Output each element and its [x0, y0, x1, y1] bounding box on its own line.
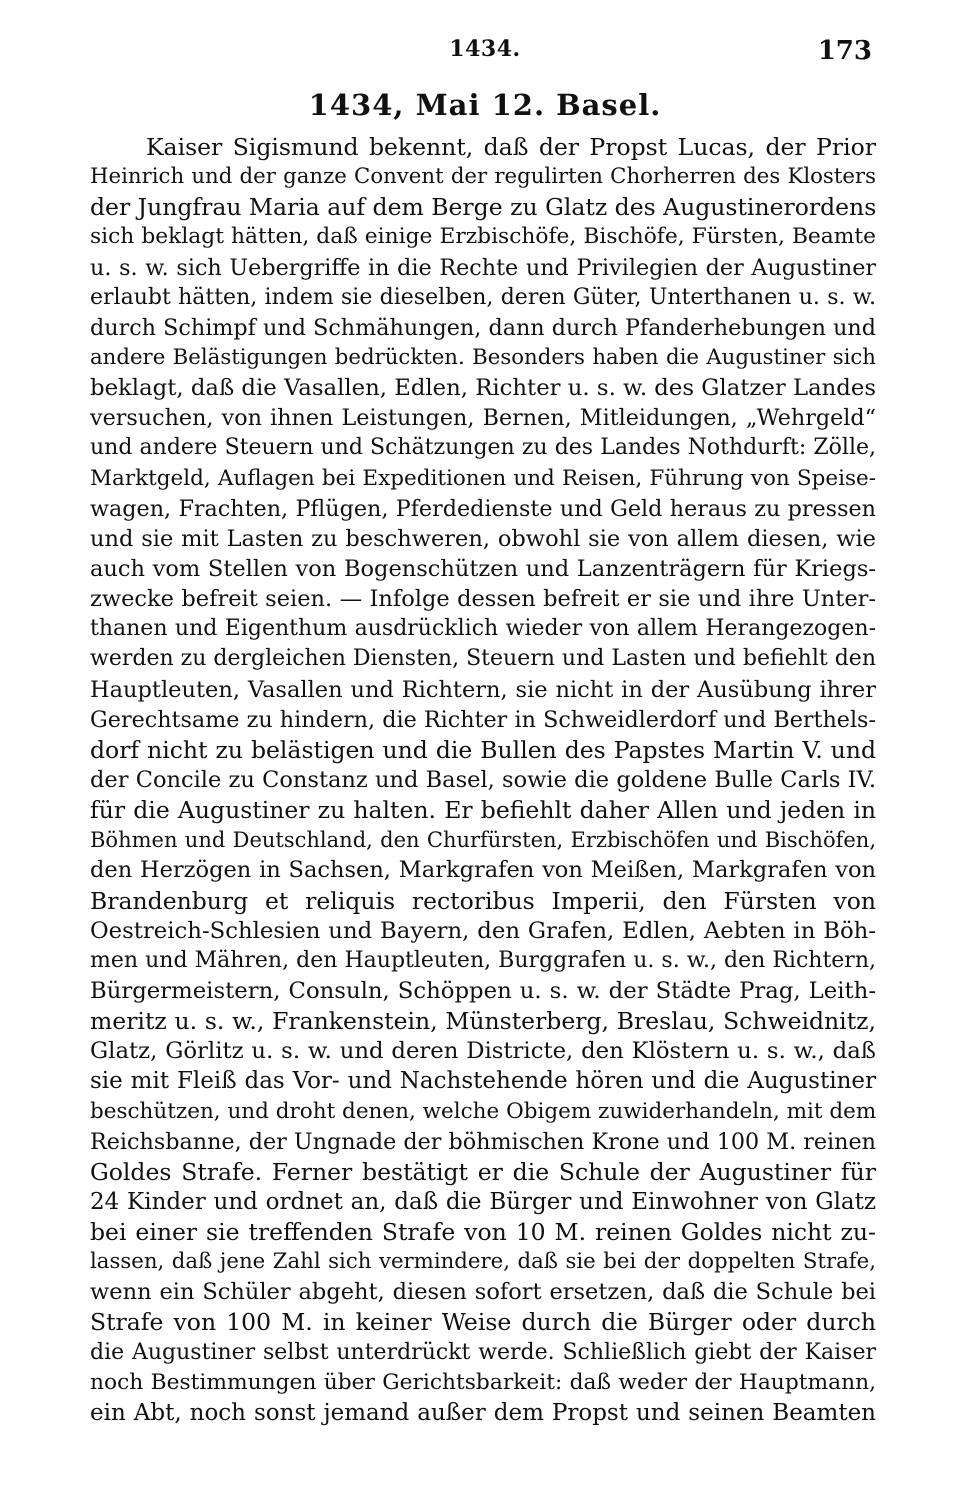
- text-line: 24 Kinder und ordnet an, daß die Bürger und Einwohner von Glatz: [90, 1188, 876, 1215]
- page-header: [90, 36, 880, 70]
- text-line: der Concile zu Constanz und Basel, sowie die goldene Bulle Carls IV.: [90, 766, 876, 793]
- text-line: Kaiser Sigismund bekennt, daß der Propst Lucas, der Prior: [146, 133, 876, 161]
- text-line: die Augustiner selbst unterdrückt werde. Schließlich giebt der Kaiser: [90, 1339, 876, 1365]
- text-line: zwecke befreit seien. — Infolge dessen befreit er sie und ihre Unter-: [90, 586, 876, 613]
- text-line: beschützen, und droht denen, welche Obigem zuwiderhandeln, mit dem: [90, 1098, 876, 1124]
- text-line: Heinrich und der ganze Convent der regulirten Chorherren des Klosters: [90, 164, 876, 190]
- text-line: erlaubt hätten, indem sie dieselben, deren Güter, Unterthanen u. s. w.: [90, 284, 876, 310]
- document-heading: 1434, Mai 12. Basel.: [308, 88, 662, 122]
- text-line: durch Schimpf und Schmähungen, dann durch Pfanderhebungen und: [90, 314, 876, 341]
- text-line: den Herzögen in Sachsen, Markgrafen von Meißen, Markgrafen von: [90, 857, 876, 884]
- text-line: noch Bestimmungen über Gerichtsbarkeit: daß weder der Hauptmann,: [90, 1369, 876, 1395]
- text-line: men und Mähren, den Hauptleuten, Burggrafen u. s. w., den Richtern,: [90, 947, 876, 973]
- text-line: u. s. w. sich Uebergriffe in die Rechte und Privilegien der Augustiner: [90, 254, 876, 281]
- body-text: [90, 132, 876, 1428]
- text-line: auch vom Stellen von Bogenschützen und Lanzenträgern für Kriegs-: [90, 555, 876, 582]
- text-line: dorf nicht zu belästigen und die Bullen des Papstes Martin V. und: [90, 735, 876, 764]
- text-line: Reichsbanne, der Ungnade der böhmischen Krone und 100 M. reinen: [90, 1128, 876, 1155]
- text-line: Oestreich-Schlesien und Bayern, den Grafen, Edlen, Aebten in Böh-: [90, 917, 876, 944]
- text-line: beklagt, daß die Vasallen, Edlen, Richter u. s. w. des Glatzer Landes: [90, 375, 876, 402]
- text-line: andere Belästigungen bedrückten. Besonders haben die Augustiner sich: [90, 344, 876, 370]
- running-head-year: 1434.: [449, 36, 521, 62]
- text-line: und andere Steuern und Schätzungen zu des Landes Nothdurft: Zölle,: [90, 435, 876, 461]
- page-number: 173: [817, 36, 872, 66]
- text-line: sie mit Fleiß das Vor- und Nachstehende hören und die Augustiner: [90, 1068, 876, 1095]
- text-line: Bürgermeistern, Consuln, Schöppen u. s. w. der Städte Prag, Leith-: [90, 977, 876, 1004]
- text-line: Böhmen und Deutschland, den Churfürsten, Erzbischöfen und Bischöfen,: [90, 828, 876, 853]
- text-line: Marktgeld, Auflagen bei Expeditionen und Reisen, Führung von Speise-: [90, 465, 876, 491]
- text-line: Glatz, Görlitz u. s. w. und deren Districte, den Klöstern u. s. w., daß: [90, 1038, 876, 1065]
- text-line: werden zu dergleichen Diensten, Steuern und Lasten und befiehlt den: [90, 646, 876, 672]
- text-line: versuchen, von ihnen Leistungen, Bernen, Mitleidungen, „Wehrgeld“: [90, 405, 876, 432]
- text-line: meritz u. s. w., Frankenstein, Münsterberg, Breslau, Schweidnitz,: [90, 1007, 876, 1036]
- text-line: thanen und Eigenthum ausdrücklich wieder von allem Herangezogen-: [90, 616, 876, 642]
- text-line: wenn ein Schüler abgeht, diesen sofort ersetzen, daß die Schule bei: [90, 1279, 876, 1306]
- text-line: lassen, daß jene Zahl sich vermindere, daß sie bei der doppelten Strafe,: [90, 1249, 876, 1275]
- text-line: bei einer sie treffenden Strafe von 10 M. reinen Goldes nicht zu-: [90, 1218, 876, 1247]
- text-line: Brandenburg et reliquis rectoribus Imperii, den Fürsten von: [90, 886, 876, 915]
- text-line: Hauptleuten, Vasallen und Richtern, sie nicht in der Ausübung ihrer: [90, 676, 876, 703]
- text-line: wagen, Frachten, Pflügen, Pferdedienste und Geld heraus zu pressen: [90, 495, 876, 522]
- text-line: Goldes Strafe. Ferner bestätigt er die Schule der Augustiner für: [90, 1157, 876, 1186]
- text-line: Gerechtsame zu hindern, die Richter in Schweidlerdorf und Berthels-: [90, 706, 876, 733]
- text-line: sich beklagt hätten, daß einige Erzbischöfe, Bischöfe, Fürsten, Beamte: [90, 224, 876, 250]
- text-line: und sie mit Lasten zu beschweren, obwohl sie von allem diesen, wie: [90, 525, 876, 552]
- text-line: der Jungfrau Maria auf dem Berge zu Glatz des Augustinerordens: [90, 193, 876, 222]
- text-line: ein Abt, noch sonst jemand außer dem Propst und seinen Beamten: [90, 1399, 876, 1426]
- text-line: für die Augustiner zu halten. Er befiehlt daher Allen und jeden in: [90, 796, 876, 825]
- text-line: Strafe von 100 M. in keiner Weise durch die Bürger oder durch: [90, 1308, 876, 1337]
